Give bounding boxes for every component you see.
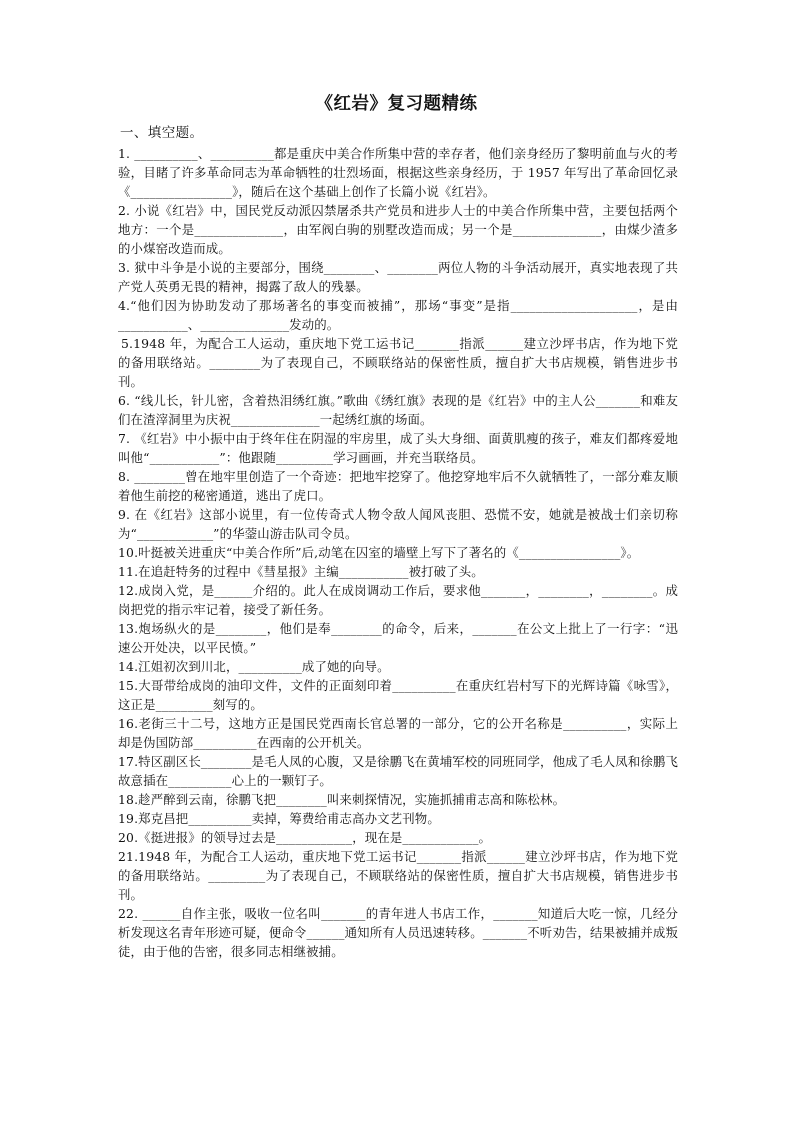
question-5: 5.1948 年，为配合工人运动，重庆地下党工运书记_______指派______建立沙坪书店，作为地下党的备用联络站。________为了表现自己，不顾联络站的保密性质，擅自扩大书店规模，销售进步书刊。 bbox=[118, 336, 678, 389]
question-12: 12.成岗入党，是______介绍的。此人在成岗调动工作后，要求他_______，________，________。成岗把党的指示牢记着，接受了新任务。 bbox=[118, 583, 678, 617]
question-10: 10.叶挺被关进重庆“中美合作所”后,动笔在囚室的墙壁上写下了著名的《________________》。 bbox=[118, 545, 640, 560]
question-list bbox=[118, 144, 678, 961]
question-20: 20.《挺进报》的领导过去是____________，现在是____________。 bbox=[118, 830, 492, 845]
question-14: 14.江姐初次到川北，__________成了她的向导。 bbox=[118, 659, 390, 674]
question-22: 22. ______自作主张，吸收一位名叫_______的青年进人书店工作，_______知道后大吃一惊，几经分析发现这名青年形迹可疑，便命令______通知所有人员迅速转移。_______不听劝告，结果被捕并成叛徒，由于他的告密，很多同志相继被捕。 bbox=[118, 906, 678, 959]
question-16: 16.老街三十二号，这地方正是国民党西南长官总署的一部分，它的公开名称是__________，实际上却是伪国防部__________在西南的公开机关。 bbox=[118, 716, 678, 750]
question-17: 17.特区副区长________是毛人凤的心腹，又是徐鹏飞在黄埔军校的同班同学，他成了毛人凤和徐鹏飞故意插在__________心上的一颗钉子。 bbox=[118, 754, 679, 788]
question-4: 4.“他们因为协助发动了那场著名的事变而被捕”，那场“事变”是指____________________，是由___________、______________发动的。 bbox=[118, 298, 678, 332]
question-7: 7. 《红岩》中小振中由于终年住在阴湿的牢房里，成了头大身细、面黄肌瘦的孩子，难友们都疼爱地叫他“___________”：他跟随_________学习画画，并充当联络员。 bbox=[118, 431, 678, 465]
question-6: 6. “线儿长，针儿密，含着热泪绣红旗。”歌曲《绣红旗》表现的是《红岩》中的主人公_______和难友们在渣滓洞里为庆祝______________一起绣红旗的场面。 bbox=[118, 393, 678, 427]
section-heading: 一、填空题。 bbox=[120, 125, 204, 141]
question-19: 19.郑克昌把__________卖掉，筹费给甫志高办文艺刊物。 bbox=[118, 811, 440, 826]
question-18: 18.趁严醉到云南，徐鹏飞把________叫来刺探情况，实施抓捕甫志高和陈松林。 bbox=[118, 792, 566, 807]
question-11: 11.在追赶特务的过程中《彗星报》主编___________被打破了头。 bbox=[118, 564, 484, 579]
question-13: 13.炮场纵火的是________，他们是奉________的命令，后来，_______在公文上批上了一行字：“迅速公开处决，以平民愤。” bbox=[118, 621, 678, 655]
question-8: 8. ________曾在地牢里创造了一个奇迹：把地牢挖穿了。他挖穿地牢后不久就牺牲了，一部分难友顺着他生前挖的秘密通道，逃出了虎口。 bbox=[118, 469, 678, 503]
question-3: 3. 狱中斗争是小说的主要部分，围绕________、________两位人物的斗争活动展开，真实地表现了共产党人英勇无畏的精神，揭露了敌人的残暴。 bbox=[118, 260, 678, 294]
question-21: 21.1948 年，为配合工人运动，重庆地下党工运书记_______指派______建立沙坪书店，作为地下党的备用联络站。_________为了表现自己，不顾联络站的保密性质，擅自扩大书店规模，销售进步书刊。 bbox=[118, 849, 678, 902]
question-9: 9. 在《红岩》这部小说里，有一位传奇式人物令敌人闻风丧胆、恐慌不安，她就是被战士们亲切称为“____________”的华蓥山游击队司令员。 bbox=[118, 507, 678, 541]
question-15: 15.大哥带给成岗的油印文件，文件的正面刻印着__________在重庆红岩村写下的光辉诗篇《咏雪》，这正是_________刻写的。 bbox=[118, 678, 678, 712]
question-1: 1. __________、__________都是重庆中美合作所集中营的幸存者，他们亲身经历了黎明前血与火的考验，目睹了许多革命同志为革命牺牲的壮烈场面，根据这些亲身经历，于 1957 年写出了革命回忆录《________________》，随后在这个基础上创作了长篇小说《红岩》。 bbox=[118, 146, 678, 199]
question-2: 2. 小说《红岩》中，国民党反动派囚禁屠杀共产党员和进步人士的中美合作所集中营，主要包括两个地方：一个是______________，由军阀白驹的别墅改造而成；另一个是______________，由煤少渣多的小煤窑改造而成。 bbox=[118, 203, 678, 256]
page-title: 《红岩》复习题精练 bbox=[315, 94, 478, 114]
